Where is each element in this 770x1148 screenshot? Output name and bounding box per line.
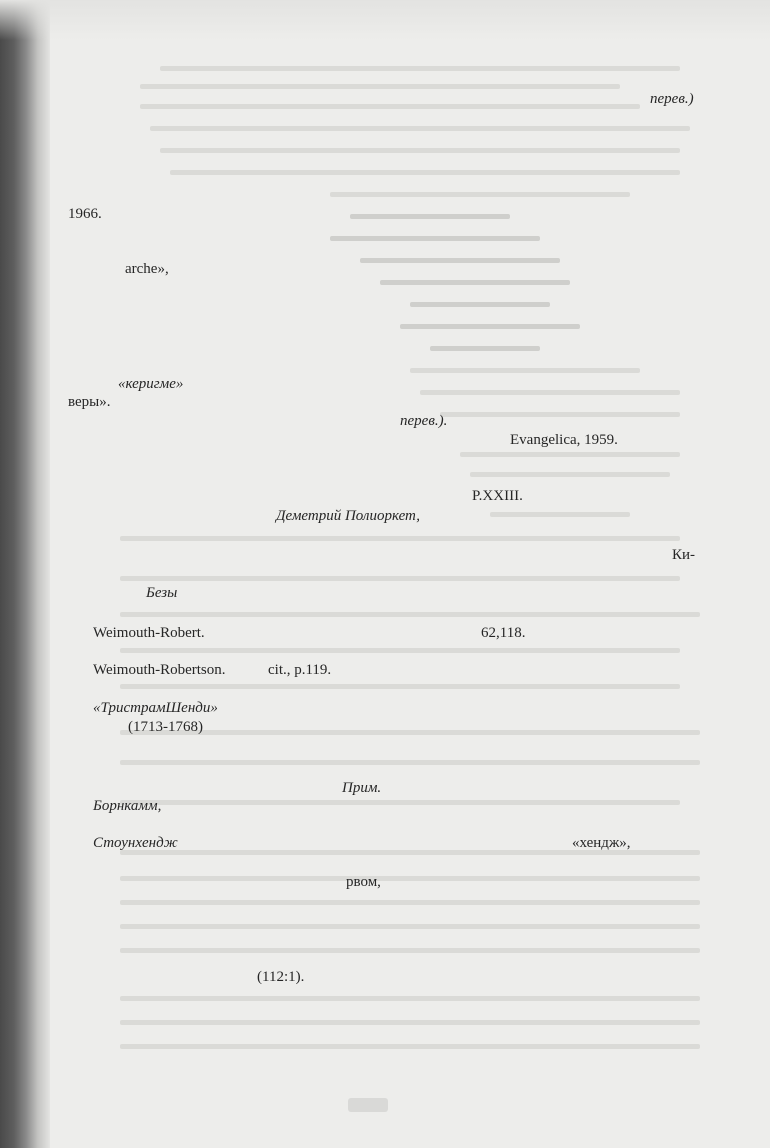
text-weimouth-robert: Weimouth-Robert. xyxy=(93,625,205,641)
faded-text-line xyxy=(380,280,570,285)
faded-text-line xyxy=(470,472,670,477)
text-weimouth-robertson: Weimouth-Robertson. xyxy=(93,662,226,678)
faded-text-line xyxy=(120,684,680,689)
faded-text-line xyxy=(120,924,700,929)
text-prim: Прим. xyxy=(342,780,382,796)
faded-text-line xyxy=(400,324,580,329)
faded-text-line xyxy=(120,612,700,617)
faded-text-line xyxy=(160,66,680,71)
faded-text-line xyxy=(360,258,560,263)
faded-text-line xyxy=(170,170,680,175)
faded-text-line xyxy=(120,800,680,805)
faded-text-line xyxy=(120,730,700,735)
faded-text-line xyxy=(430,346,540,351)
text-rvom: рвом, xyxy=(346,874,381,890)
text-hendzh: «хендж», xyxy=(572,835,631,851)
faded-text-line xyxy=(120,1044,700,1049)
faded-text-line xyxy=(440,412,680,417)
faded-text-line xyxy=(490,512,630,517)
text-bezy: Безы xyxy=(146,585,178,601)
faded-text-line xyxy=(410,302,550,307)
faded-page-number xyxy=(348,1098,388,1112)
text-cit: cit., p.119. xyxy=(268,662,332,678)
text-perev-2: перев.). xyxy=(400,413,448,429)
text-stounhendzh: Стоунхендж xyxy=(93,835,178,851)
text-very: веры». xyxy=(68,394,111,410)
faded-text-line xyxy=(120,876,700,881)
text-ki: Ки- xyxy=(672,547,696,563)
text-arche: arche», xyxy=(125,261,169,277)
page-top-shade xyxy=(0,0,770,40)
faded-text-line xyxy=(120,760,700,765)
text-pxxiii: P.XXIII. xyxy=(472,488,523,504)
faded-text-line xyxy=(120,576,680,581)
text-bornkamm: Борнкамм, xyxy=(93,798,162,814)
faded-text-line xyxy=(120,648,680,653)
text-1966: 1966. xyxy=(68,206,102,222)
faded-text-line xyxy=(460,452,680,457)
text-years: (1713-1768) xyxy=(128,719,203,735)
text-perev-1: перев.) xyxy=(650,91,694,107)
faded-text-line xyxy=(150,126,690,131)
faded-text-line xyxy=(420,390,680,395)
faded-text-line xyxy=(140,84,620,89)
faded-text-line xyxy=(160,148,680,153)
text-tristram: «ТристрамШенди» xyxy=(93,700,218,716)
faded-text-line xyxy=(410,368,640,373)
text-demetrii: Деметрий Полиоркет, xyxy=(276,508,421,524)
faded-text-line xyxy=(330,236,540,241)
book-spine-shadow xyxy=(0,0,50,1148)
faded-text-line xyxy=(120,996,700,1001)
text-evangelica: Evangelica, 1959. xyxy=(510,432,618,448)
text-62-118: 62,118. xyxy=(481,625,526,641)
faded-text-line xyxy=(140,104,640,109)
text-112: (112:1). xyxy=(257,969,305,985)
faded-text-line xyxy=(120,948,700,953)
faded-text-line xyxy=(120,1020,700,1025)
faded-text-line xyxy=(330,192,630,197)
text-kerigme: «керигме» xyxy=(118,376,184,392)
faded-text-line xyxy=(120,900,700,905)
faded-text-line xyxy=(350,214,510,219)
faded-text-line xyxy=(120,536,680,541)
